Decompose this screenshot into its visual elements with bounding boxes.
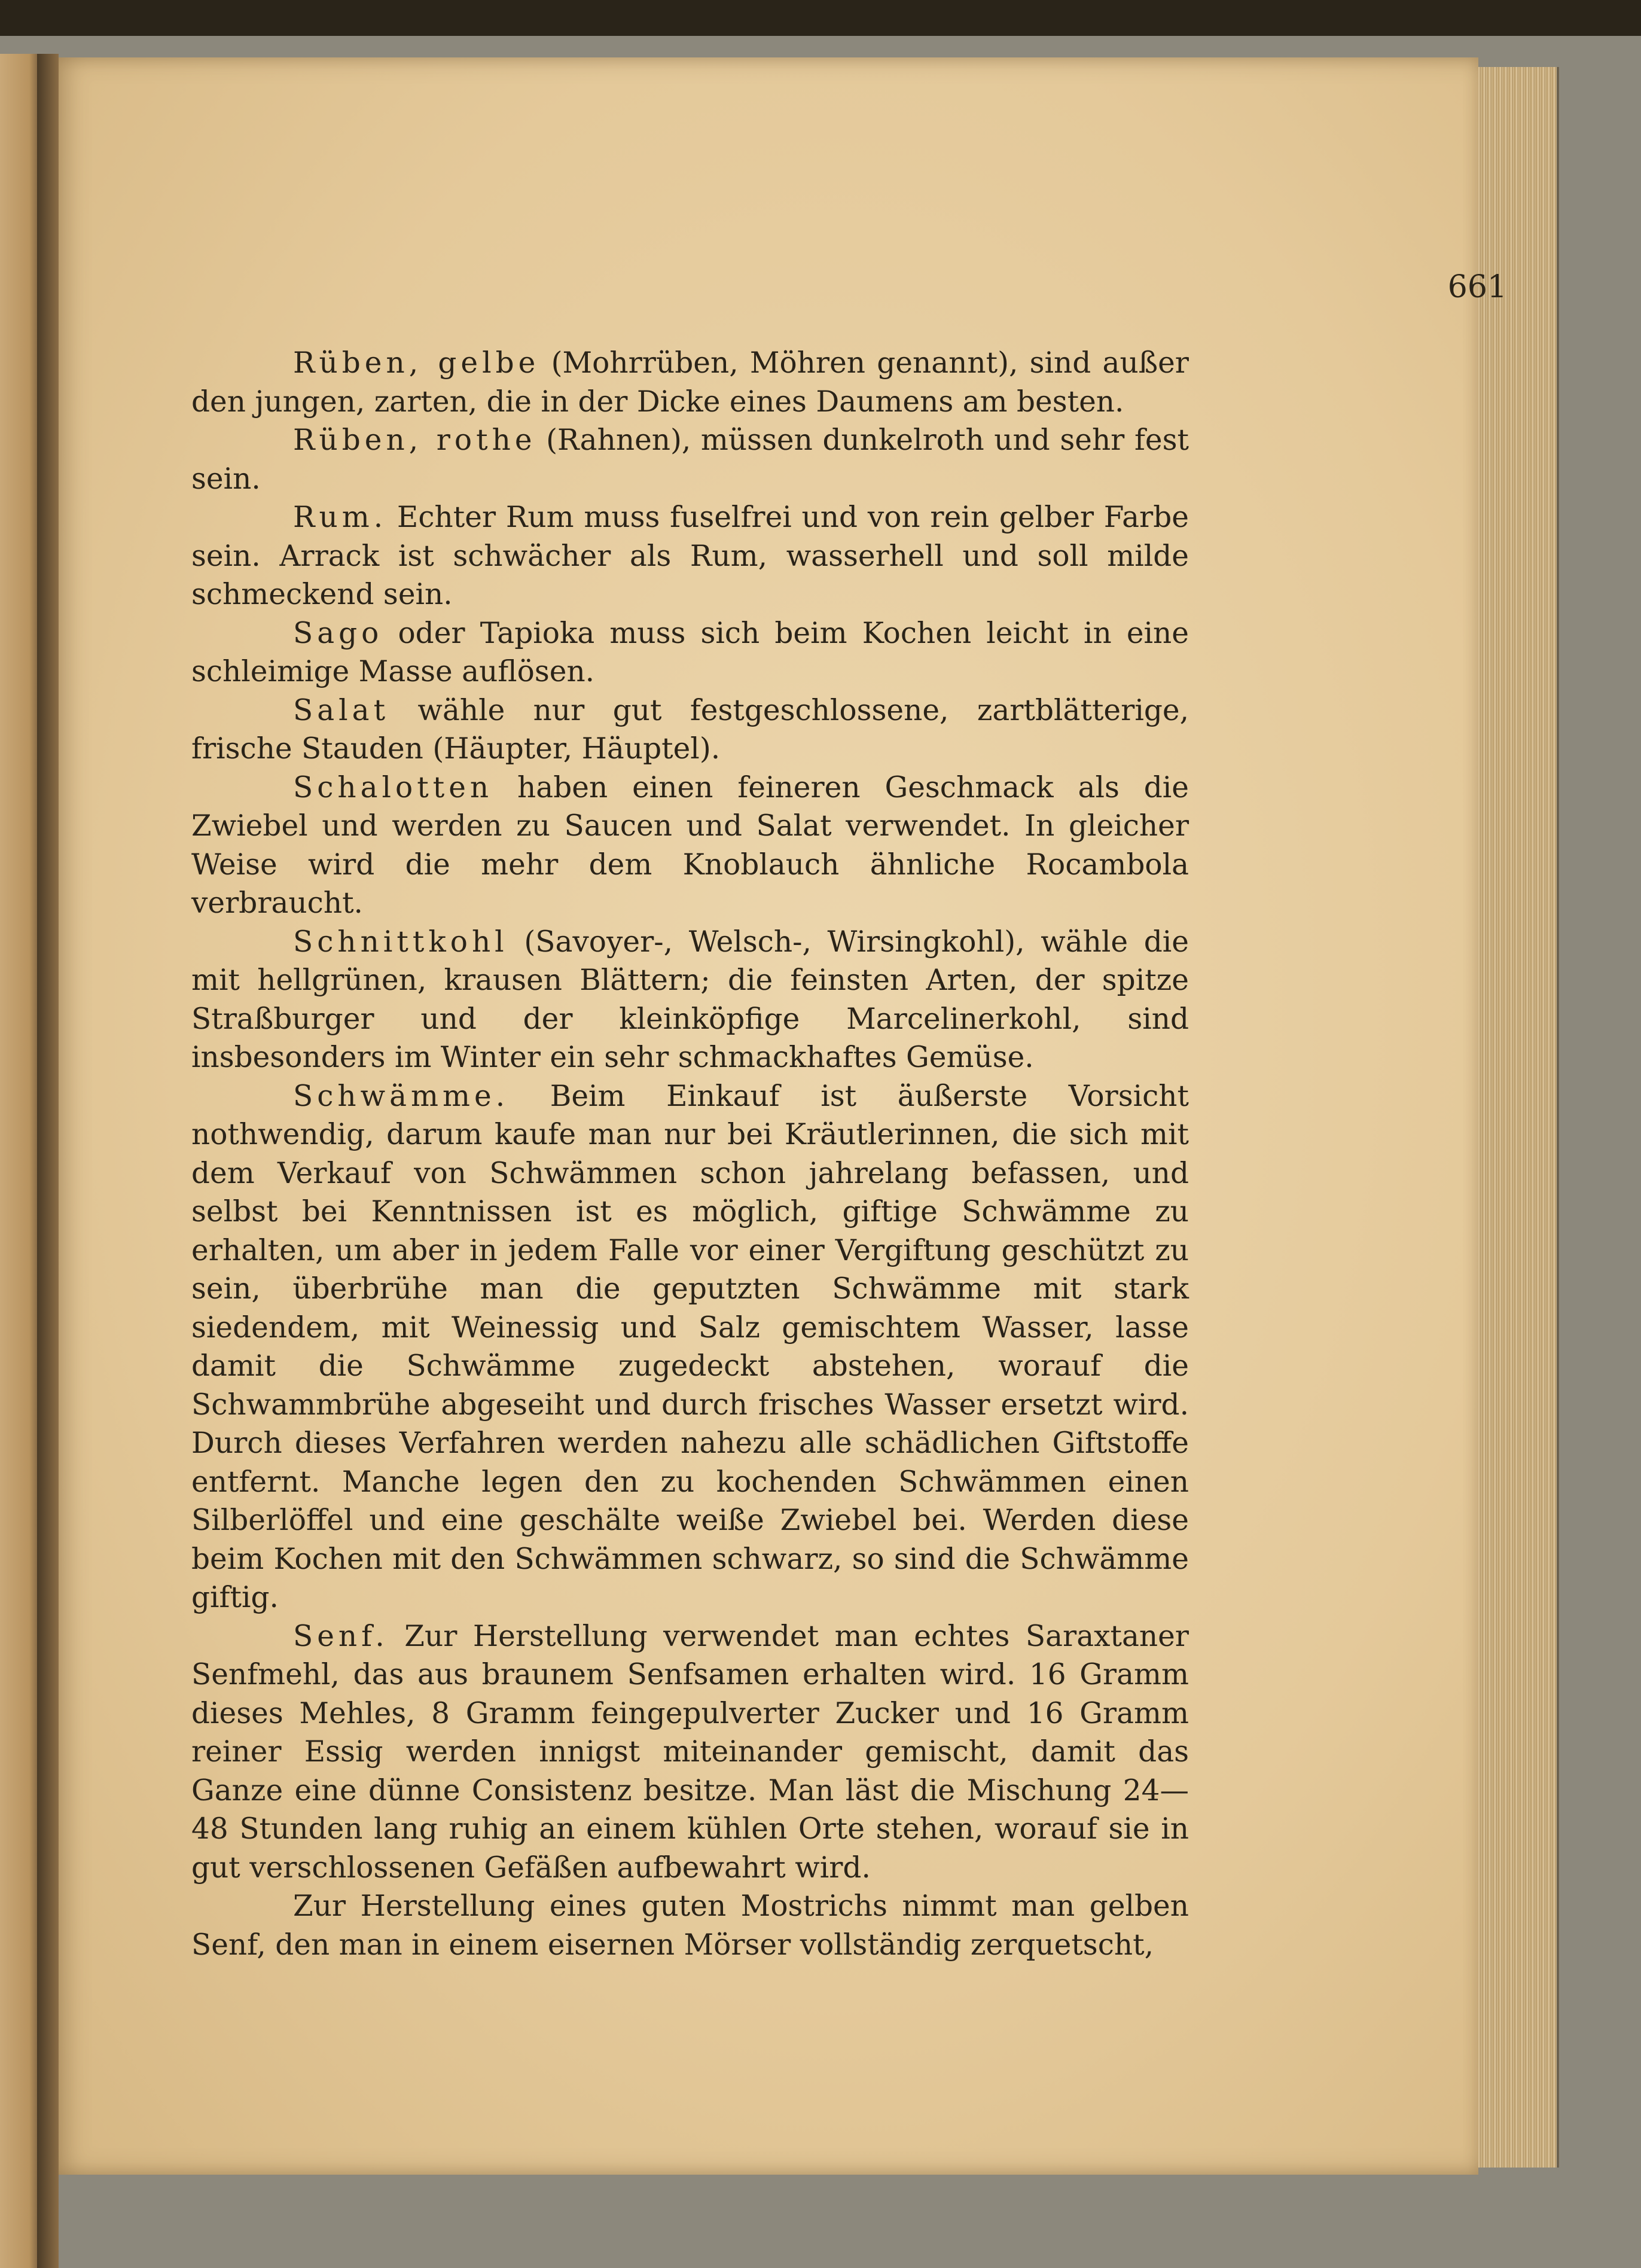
paragraph xyxy=(191,498,1189,614)
entry-text: Beim Einkauf ist äußerste Vorsicht nothwendig, darum kaufe man nur bei Kräutlerinnen, die sich mit dem Verkauf von Schwämmen schon jahrelang befassen, und selbst bei Kenntnissen ist es möglich, giftige Schwämme zu erhalten, um aber in jedem Falle vor einer Vergiftung geschützt zu sein, überbrühe man die geputzten Schwämme mit stark siedendem, mit Weinessig und Salz gemischtem Wasser, lasse damit die Schwämme zugedeckt abstehen, worauf die Schwammbrühe abgeseiht und durch frisches Wasser ersetzt wird. Durch dieses Verfahren werden nahezu alle schädlichen Giftstoffe entfernt. Manche legen den zu kochenden Schwämmen einen Silberlöffel und eine geschälte weiße Zwiebel bei. Werden diese beim Kochen mit den Schwämmen schwarz, so sind die Schwämme giftig. xyxy=(191,1079,1189,1614)
page-stack-edges xyxy=(1470,67,1559,2168)
entry-term: Schwämme. xyxy=(293,1079,510,1113)
entry-term: Rüben, gelbe xyxy=(293,346,540,380)
paragraph xyxy=(191,923,1189,1077)
entry-text: wähle nur gut festgeschlossene, zartblätterige, frische Stauden (Häupter, Häuptel). xyxy=(191,693,1189,766)
previous-page-edge xyxy=(0,54,42,2268)
entry-text: Zur Herstellung eines guten Mostrichs nimmt man gelben Senf, den man in einem eisernen Mörser vollständig zerquetscht, xyxy=(191,1889,1189,1962)
entry-text: Zur Herstellung verwendet man echtes Saraxtaner Senfmehl, das aus braunem Senfsamen erhalten wird. 16 Gramm dieses Mehles, 8 Gramm feingepulverter Zucker und 16 Gramm reiner Essig werden innigst miteinander gemischt, damit das Ganze eine dünne Consistenz besitze. Man läst die Mischung 24—48 Stunden lang ruhig an einem kühlen Orte stehen, worauf sie in gut verschlossenen Gefäßen aufbewahrt wird. xyxy=(191,1619,1189,1885)
entry-text: oder Tapioka muss sich beim Kochen leicht in eine schleimige Masse auflösen. xyxy=(191,616,1189,688)
entry-text: Echter Rum muss fuselfrei und von rein gelber Farbe sein. Arrack ist schwächer als Rum, wasserhell und soll milde schmeckend sein. xyxy=(191,501,1189,611)
entry-term: Schalotten xyxy=(293,770,493,804)
paragraph xyxy=(191,1617,1189,1888)
entry-text: (Savoyer-, Welsch-, Wirsingkohl), wähle die mit hellgrünen, krausen Blättern; die feinsten Arten, der spitze Straßburger und der kleinköpfige Marcelinerkohl, sind insbesonders im Winter ein sehr schmackhaftes Gemüse. xyxy=(191,925,1189,1074)
entry-text: (Mohrrüben, Möhren genannt), sind außer den jungen, zarten, die in der Dicke eines Daumens am besten. xyxy=(191,346,1189,419)
paragraph xyxy=(191,1887,1189,1964)
entry-term: Rum. xyxy=(293,501,388,534)
paragraph xyxy=(191,691,1189,769)
paragraph xyxy=(191,614,1189,691)
entry-term: Rüben, rothe xyxy=(293,423,536,457)
entry-term: Schnittkohl xyxy=(293,925,508,959)
paragraph xyxy=(191,344,1189,421)
entry-term: Salat xyxy=(293,693,390,727)
page-number: 661 xyxy=(1447,269,1507,305)
book-gutter xyxy=(37,54,59,2268)
entry-text: (Rahnen), müssen dunkelroth und sehr fest sein. xyxy=(191,423,1189,496)
entry-term: Senf. xyxy=(293,1619,389,1653)
paragraph xyxy=(191,769,1189,923)
page-text xyxy=(191,344,1189,1964)
paragraph xyxy=(191,1077,1189,1617)
entry-text: haben einen feineren Geschmack als die Zwiebel und werden zu Saucen und Salat verwendet. In gleicher Weise wird die mehr dem Knoblauch ähnliche Rocambola verbraucht. xyxy=(191,770,1189,920)
entry-term: Sago xyxy=(293,616,383,650)
paragraph xyxy=(191,421,1189,498)
